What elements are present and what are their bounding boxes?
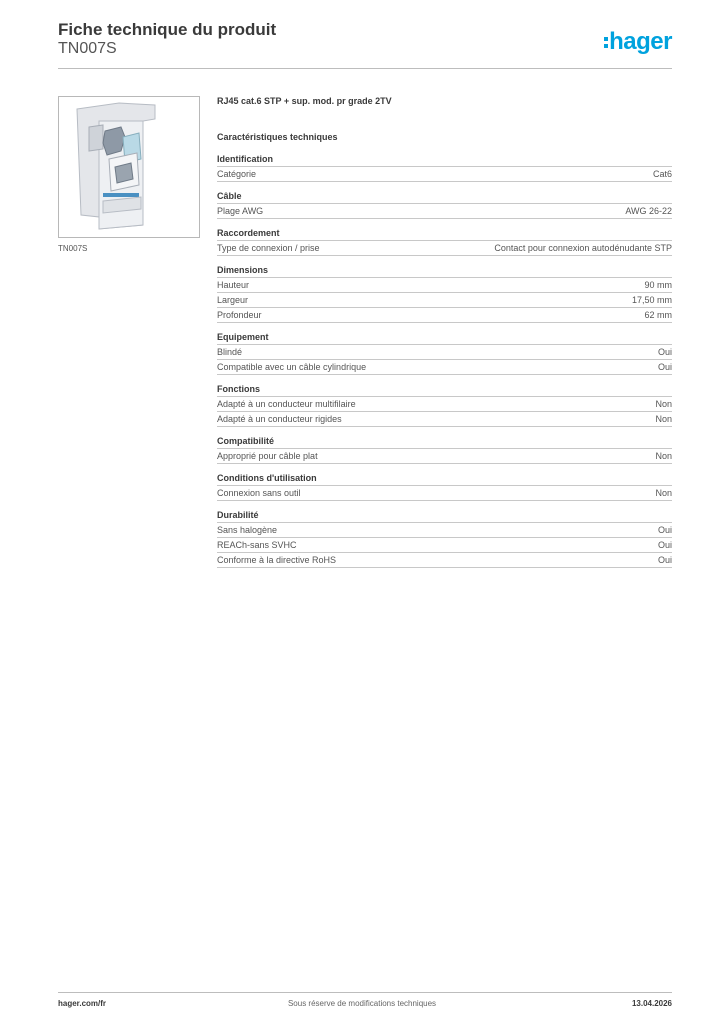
spec-value: AWG 26-22 xyxy=(625,206,672,216)
spec-label: Catégorie xyxy=(217,169,257,179)
spec-row xyxy=(217,293,672,308)
spec-row xyxy=(217,308,672,323)
spec-label: Sans halogène xyxy=(217,525,278,535)
rj45-module-image xyxy=(59,97,199,237)
spec-row xyxy=(217,397,672,412)
logo-dots-icon xyxy=(604,34,608,51)
spec-value: Oui xyxy=(657,525,672,535)
spec-group-title: Compatibilité xyxy=(217,436,672,449)
spec-value: Oui xyxy=(657,347,672,357)
spec-label: Type de connexion / prise xyxy=(217,243,320,253)
footer-divider xyxy=(58,992,672,993)
spec-group xyxy=(217,265,672,323)
spec-label: Conforme à la directive RoHS xyxy=(217,555,337,565)
image-caption: TN007S xyxy=(58,244,88,253)
spec-group xyxy=(217,436,672,464)
spec-label: Largeur xyxy=(217,295,249,305)
spec-group-title: Identification xyxy=(217,154,672,167)
spec-value: Oui xyxy=(657,540,672,550)
spec-row xyxy=(217,167,672,182)
spec-group-title: Conditions d'utilisation xyxy=(217,473,672,486)
spec-value: Oui xyxy=(657,555,672,565)
spec-value: Non xyxy=(655,488,672,498)
spec-group xyxy=(217,473,672,501)
spec-value: 17,50 mm xyxy=(631,295,672,305)
spec-group-title: Equipement xyxy=(217,332,672,345)
spec-row xyxy=(217,278,672,293)
spec-label: Connexion sans outil xyxy=(217,488,301,498)
spec-group xyxy=(217,332,672,375)
footer-date: 13.04.2026 xyxy=(631,999,672,1008)
spec-label: Plage AWG xyxy=(217,206,264,216)
spec-group-title: Fonctions xyxy=(217,384,672,397)
spec-value: Oui xyxy=(657,362,672,372)
spec-row xyxy=(217,523,672,538)
spec-row xyxy=(217,486,672,501)
spec-row xyxy=(217,553,672,568)
spec-label: Approprié pour câble plat xyxy=(217,451,318,461)
logo-text: hager xyxy=(609,28,672,55)
spec-group xyxy=(217,510,672,568)
spec-label: Hauteur xyxy=(217,280,250,290)
product-code: TN007S xyxy=(58,40,117,57)
spec-value: Non xyxy=(655,451,672,461)
spec-row xyxy=(217,449,672,464)
spec-row xyxy=(217,538,672,553)
spec-value: 90 mm xyxy=(644,280,672,290)
page-title: Fiche technique du produit xyxy=(58,20,277,39)
footer-notice: Sous réserve de modifications techniques xyxy=(287,999,437,1008)
spec-groups xyxy=(217,154,672,568)
specs-title: Caractéristiques techniques xyxy=(217,132,338,142)
spec-group-title: Dimensions xyxy=(217,265,672,278)
spec-value: 62 mm xyxy=(644,310,672,320)
spec-value: Contact pour connexion autodénudante STP xyxy=(494,243,672,253)
spec-label: Adapté à un conducteur rigides xyxy=(217,414,342,424)
header-divider xyxy=(58,68,672,69)
spec-label: Adapté à un conducteur multifilaire xyxy=(217,399,356,409)
spec-group xyxy=(217,154,672,182)
spec-label: Blindé xyxy=(217,347,243,357)
spec-label: Profondeur xyxy=(217,310,262,320)
product-image xyxy=(58,96,200,238)
spec-value: Cat6 xyxy=(652,169,672,179)
footer-website[interactable]: hager.com/fr xyxy=(58,999,107,1008)
spec-row xyxy=(217,241,672,256)
spec-value: Non xyxy=(655,414,672,424)
spec-content xyxy=(217,96,672,577)
spec-group xyxy=(217,384,672,427)
spec-group xyxy=(217,228,672,256)
spec-row xyxy=(217,412,672,427)
spec-value: Non xyxy=(655,399,672,409)
spec-row xyxy=(217,345,672,360)
spec-group xyxy=(217,191,672,219)
spec-group-title: Durabilité xyxy=(217,510,672,523)
hager-logo xyxy=(604,28,672,56)
spec-label: REACh-sans SVHC xyxy=(217,540,297,550)
spec-group-title: Câble xyxy=(217,191,672,204)
spec-group-title: Raccordement xyxy=(217,228,672,241)
product-title: RJ45 cat.6 STP + sup. mod. pr grade 2TV xyxy=(217,96,392,106)
spec-row xyxy=(217,204,672,219)
spec-row xyxy=(217,360,672,375)
spec-label: Compatible avec un câble cylindrique xyxy=(217,362,367,372)
